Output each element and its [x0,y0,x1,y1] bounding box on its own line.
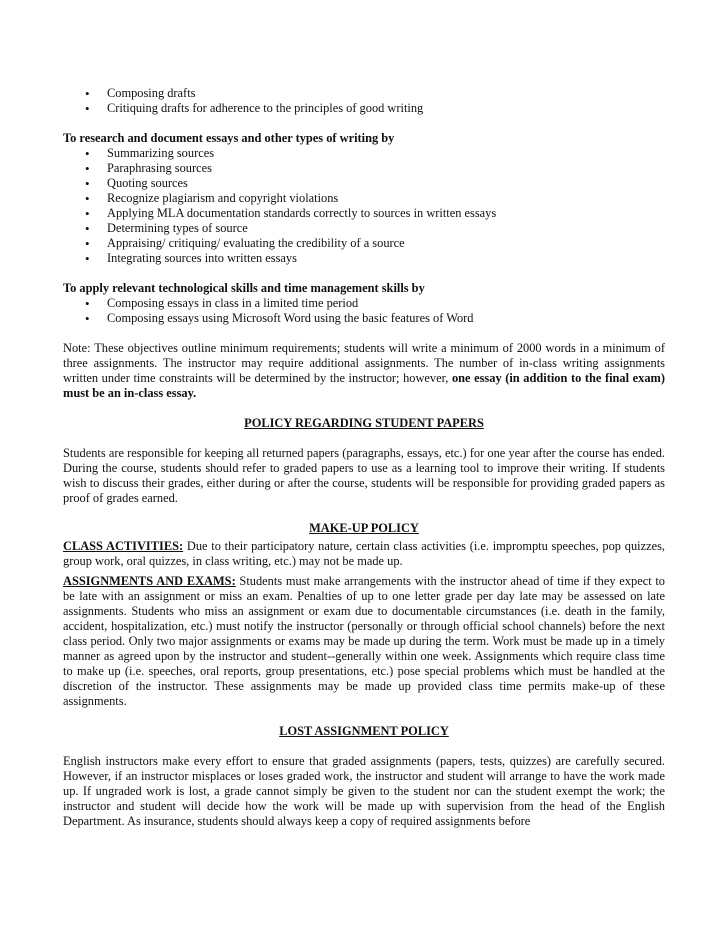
list-item: • Paraphrasing sources [63,161,665,176]
tech-bullet-list [63,296,665,326]
list-item: • Critiquing drafts for adherence to the principles of good writing [63,101,665,116]
lost-assignment-title: LOST ASSIGNMENT POLICY [279,724,449,738]
list-item: • Applying MLA documentation standards correctly to sources in written essays [63,206,665,221]
list-item: • Composing drafts [63,86,665,101]
list-item: • Determining types of source [63,221,665,236]
research-bullet-list [63,146,665,266]
list-item: • Integrating sources into written essays [63,251,665,266]
research-heading: To research and document essays and other types of writing by [63,131,395,145]
class-activities-paragraph [63,539,665,569]
policy-papers-title: POLICY REGARDING STUDENT PAPERS [244,416,484,430]
policy-papers-body: Students are responsible for keeping all returned papers (paragraphs, essays, etc.) for one year after the course has ended. During the course, students should refer to graded papers to use as a learning tool to improve their writing. If students wish to discuss their grades, either during or after the course, students will be responsible for providing graded papers as proof of grades earned. [63,446,665,505]
list-item: • Recognize plagiarism and copyright violations [63,191,665,206]
class-activities-body: Due to their participatory nature, certain class activities (i.e. impromptu speeches, pop quizzes, group work, oral quizzes, in class writing, etc.) may not be made up. [63,539,666,568]
assignments-exams-body: Students must make arrangements with the instructor ahead of time if they expect to be late with an assignment or miss an exam. Penalties of up to one letter grade per day late may be assessed on late assignments. Students who miss an assignment or exam due to documentable circumstances (i.e. death in the family, accident, hospitalization, etc.) must notify the instructor (personally or through official school channels) before the next class period. Only two major assignments or exams may be made up during the term. Work must be made up in a timely manner as agreed upon by the instructor and student--generally within one week. Assignments which require class time to make up (i.e. speeches, oral reports, group presentations, etc.) pose special problems which must be handled at the discretion of the instructor. These assignments may be made up provided class time permits make-up of these assignments. [63,574,665,708]
class-activities-lead: CLASS ACTIVITIES: [63,539,184,553]
note-bold-text: one essay (in addition to the final exam) must be an in-class essay. [63,371,665,400]
note-text: Note: These objectives outline minimum requirements; students will write a minimum of 2000 words in a minimum of three assignments. The instructor may require additional assignments. The number of in-class writing assignments written under time constraints will be determined by the instructor; however, [63,341,665,385]
list-item: • Composing essays using Microsoft Word using the basic features of Word [63,311,665,326]
list-item: • Summarizing sources [63,146,665,161]
top-bullet-list [63,86,665,116]
makeup-title: MAKE-UP POLICY [309,521,419,535]
list-item: • Composing essays in class in a limited time period [63,296,665,311]
document-page [63,86,665,829]
assignments-exams-paragraph [63,574,665,709]
tech-heading: To apply relevant technological skills and time management skills by [63,281,425,295]
assignments-exams-lead: ASSIGNMENTS AND EXAMS: [63,574,236,588]
list-item: • Appraising/ critiquing/ evaluating the credibility of a source [63,236,665,251]
list-item: • Quoting sources [63,176,665,191]
note-paragraph [63,341,665,401]
lost-assignment-body: English instructors make every effort to ensure that graded assignments (papers, tests, quizzes) are carefully secured. However, if an instructor misplaces or loses graded work, the instructor and student will arrange to have the work made up. If ungraded work is lost, a grade cannot simply be given to the student nor can the student exempt the work; the instructor and student will decide how the work will be made up with supervision from the head of the English Department. As insurance, students should always keep a copy of required assignments before [63,754,665,828]
